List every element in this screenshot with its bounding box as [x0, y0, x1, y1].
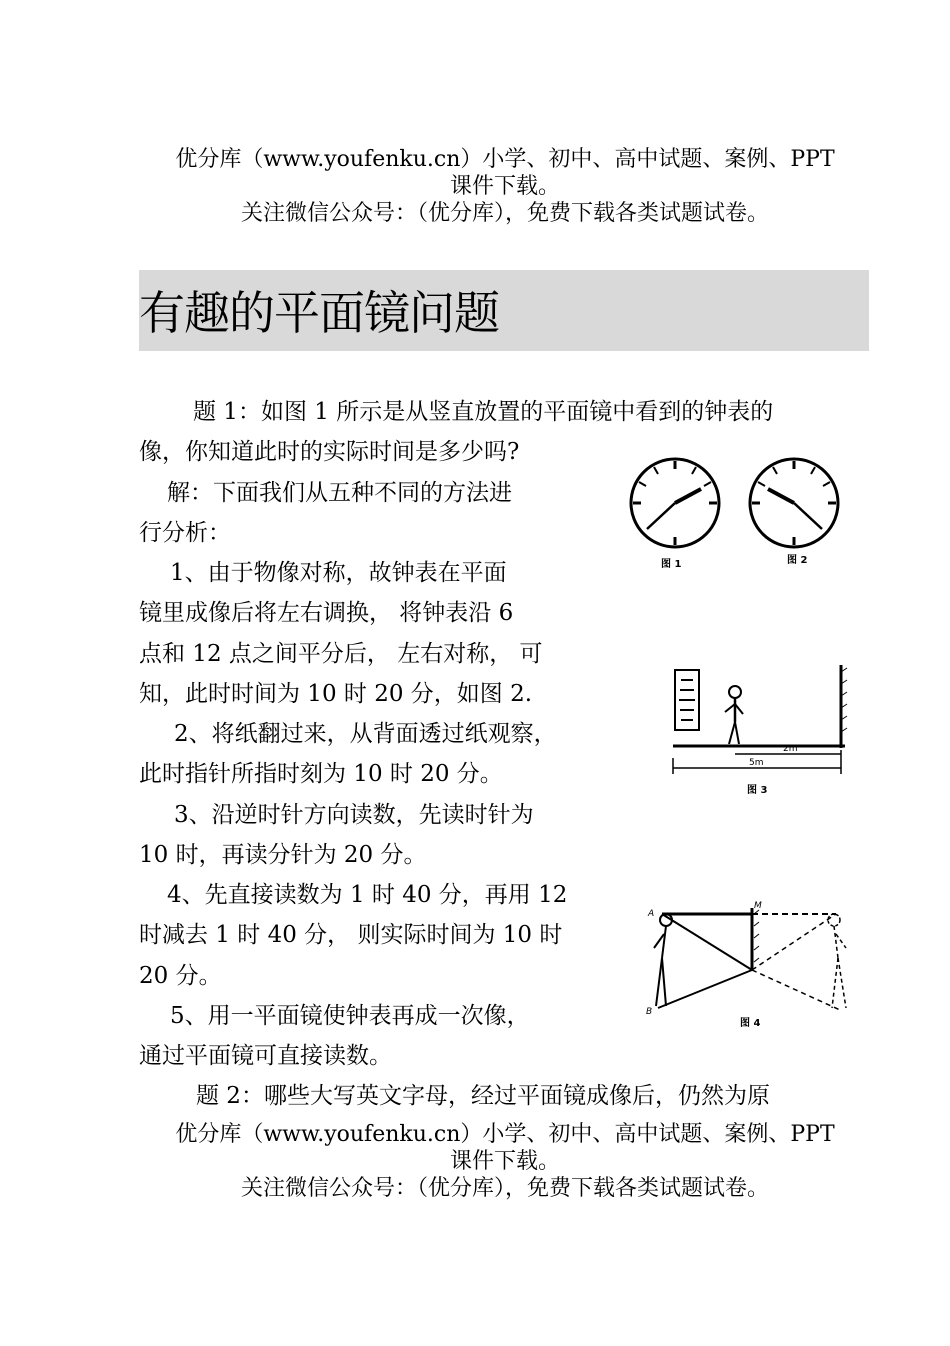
figure-4	[640, 898, 855, 1038]
method1-line-4: 知，此时时间为 10 时 20 分，如图 2.	[139, 681, 533, 707]
footer-line-1: 优分库（www.youfenku.cn）小学、初中、高中试题、案例、PPT	[175, 1122, 835, 1147]
footer-line-2: 课件下载。	[449, 1149, 560, 1174]
page-title: 有趣的平面镜问题	[139, 286, 499, 340]
method4-line-1: 4、先直接读数为 1 时 40 分，再用 12	[167, 882, 568, 908]
solution-line-1: 解：下面我们从五种不同的方法进	[167, 480, 512, 506]
fig4-point-a: A	[648, 909, 655, 919]
fig4-point-b: B	[646, 1007, 653, 1017]
q1-line-2: 像，你知道此时的实际时间是多少吗?	[139, 439, 520, 465]
header-line-1: 优分库（www.youfenku.cn）小学、初中、高中试题、案例、PPT	[175, 147, 835, 172]
method4-line-3: 20 分。	[139, 963, 222, 989]
fig3-dim-2m: 2m	[783, 744, 798, 754]
fig3-label: 图 3	[747, 785, 768, 796]
clock-figures	[625, 455, 845, 570]
method2-line-1: 2、将纸翻过来，从背面透过纸观察，	[174, 721, 557, 747]
fig2-label: 图 2	[787, 555, 808, 566]
q2-line-1: 题 2：哪些大写英文字母，经过平面镜成像后，仍然为原	[196, 1083, 770, 1109]
person-head	[729, 686, 741, 698]
clock-figure-2	[750, 459, 838, 566]
method2-line-2: 此时指针所指时刻为 10 时 20 分。	[139, 761, 503, 787]
method1-line-1: 1、由于物像对称，故钟表在平面	[170, 560, 507, 586]
method5-line-1: 5、用一平面镜使钟表再成一次像，	[170, 1003, 530, 1029]
footer-line-3: 关注微信公众号：（优分库），免费下载各类试题试卷。	[240, 1176, 769, 1201]
method3-line-2: 10 时，再读分针为 20 分。	[139, 842, 427, 868]
method5-line-2: 通过平面镜可直接读数。	[139, 1043, 392, 1069]
image-head	[828, 914, 840, 926]
method4-line-2: 时减去 1 时 40 分， 则实际时间为 10 时	[139, 922, 563, 948]
fig3-dim-5m: 5m	[749, 758, 764, 768]
method3-line-1: 3、沿逆时针方向读数，先读时针为	[174, 802, 534, 828]
header-line-3: 关注微信公众号：（优分库），免费下载各类试题试卷。	[240, 201, 769, 226]
q1-line-1: 题 1：如图 1 所示是从竖直放置的平面镜中看到的钟表的	[193, 399, 774, 425]
solution-line-2: 行分析：	[139, 520, 231, 546]
fig1-label: 图 1	[661, 559, 682, 570]
clock-figure-1	[631, 459, 719, 570]
figure-3	[665, 660, 855, 800]
method1-line-2: 镜里成像后将左右调换， 将钟表沿 6	[139, 600, 514, 626]
fig4-point-m: M	[754, 901, 762, 911]
header-line-2: 课件下载。	[449, 174, 560, 199]
method1-line-3: 点和 12 点之间平分后， 左右对称， 可	[139, 641, 543, 667]
fig4-label: 图 4	[740, 1018, 761, 1029]
